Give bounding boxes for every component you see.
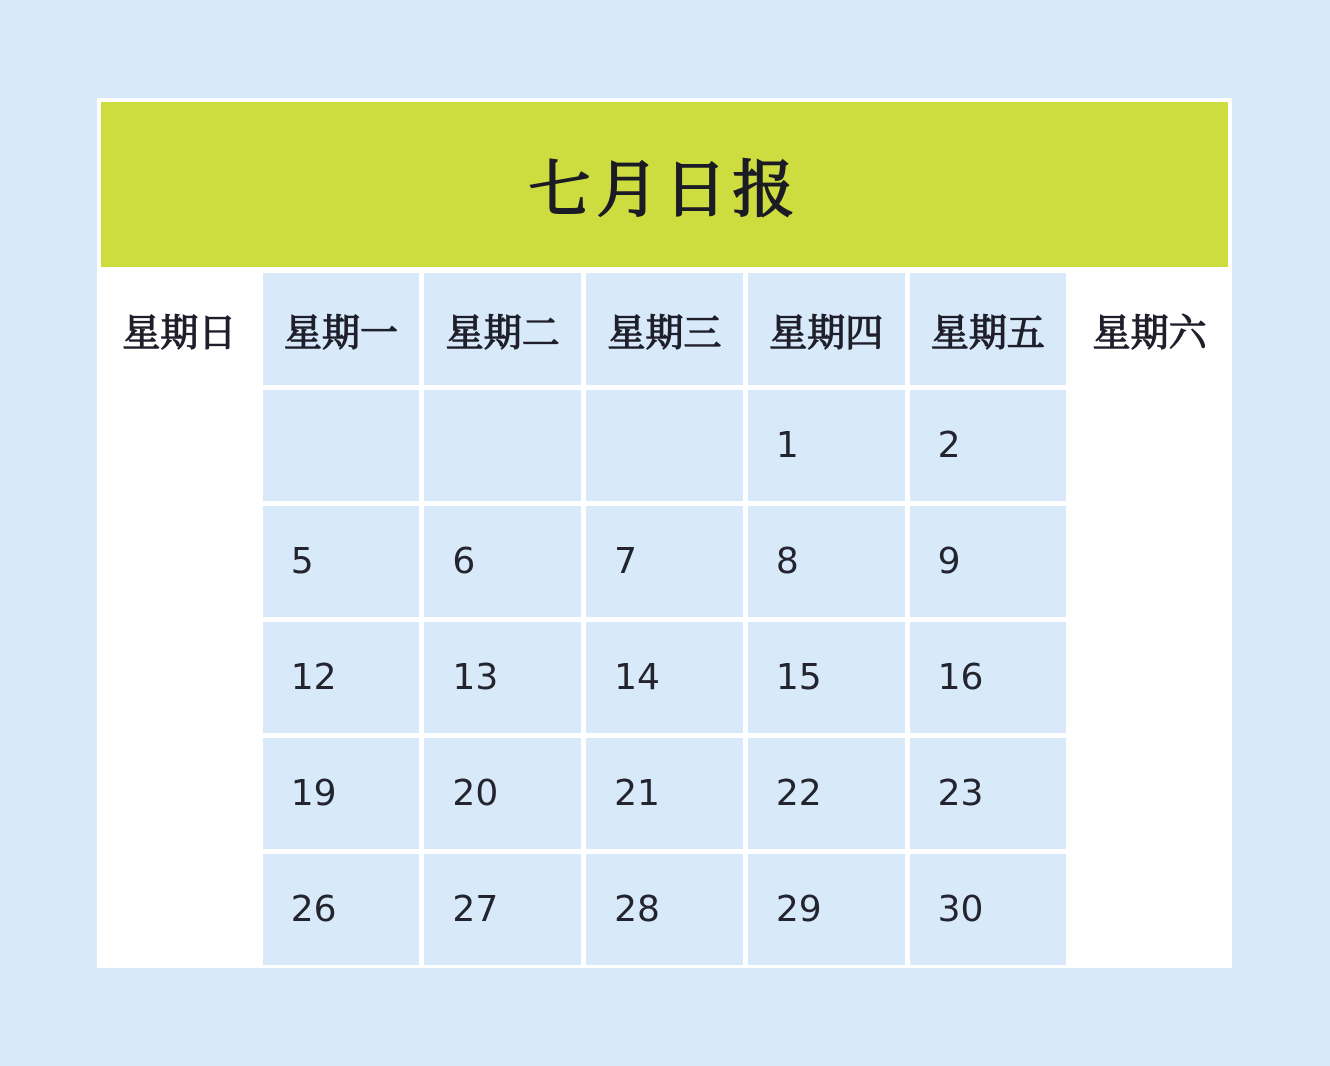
day-number: 12 [290,657,337,698]
weekday-label: 星期四 [769,310,884,355]
day-number: 7 [614,541,638,582]
weekday-label: 星期六 [1092,310,1207,355]
weekday-label: 星期二 [445,310,560,355]
day-number: 5 [290,541,314,582]
day-cell[interactable] [263,506,420,617]
weekday-header-4 [748,273,905,385]
empty-weekend-cell [101,854,258,965]
day-number: 27 [452,889,499,930]
day-cell[interactable] [910,854,1067,965]
weekday-header-2 [424,273,581,385]
day-cell[interactable] [586,738,743,849]
day-number: 30 [937,889,984,930]
day-cell[interactable] [263,854,420,965]
calendar-grid [101,273,1228,965]
empty-weekend-cell [1071,622,1228,733]
weekday-header-3 [586,273,743,385]
day-cell[interactable] [263,390,420,501]
day-number: 19 [290,773,337,814]
day-number: 15 [775,657,822,698]
day-cell[interactable] [263,622,420,733]
day-number: 6 [452,541,476,582]
day-number: 20 [452,773,499,814]
weekday-label: 星期三 [607,310,722,355]
weekday-header-1 [263,273,420,385]
day-cell[interactable] [910,738,1067,849]
empty-weekend-cell [1071,854,1228,965]
empty-weekend-cell [101,390,258,501]
day-cell[interactable] [910,390,1067,501]
day-cell[interactable] [424,390,581,501]
day-cell[interactable] [748,622,905,733]
empty-weekend-cell [101,506,258,617]
day-number: 2 [937,425,961,466]
day-cell[interactable] [748,506,905,617]
empty-weekend-cell [1071,506,1228,617]
day-number: 9 [937,541,961,582]
day-number: 28 [614,889,660,930]
day-number: 16 [937,657,984,698]
weekday-header-6 [1071,273,1228,385]
day-number: 22 [775,773,822,814]
day-cell[interactable] [586,506,743,617]
calendar-title-banner [101,102,1228,267]
day-cell[interactable] [910,506,1067,617]
weekday-label: 星期一 [284,310,399,355]
day-cell[interactable] [586,854,743,965]
day-cell[interactable] [586,390,743,501]
day-cell[interactable] [748,390,905,501]
empty-weekend-cell [101,738,258,849]
day-number: 14 [614,657,660,698]
day-cell[interactable] [263,738,420,849]
empty-weekend-cell [1071,390,1228,501]
weekday-label: 星期五 [930,310,1045,355]
day-number: 21 [614,773,660,814]
day-number: 1 [775,425,799,466]
day-number: 23 [937,773,984,814]
calendar-card [97,98,1232,968]
day-number: 26 [290,889,337,930]
day-number: 13 [452,657,499,698]
day-cell[interactable] [748,738,905,849]
weekday-header-5 [910,273,1067,385]
day-cell[interactable] [424,506,581,617]
day-cell[interactable] [424,854,581,965]
day-cell[interactable] [586,622,743,733]
weekday-label: 星期日 [122,310,237,355]
empty-weekend-cell [1071,738,1228,849]
day-number: 8 [775,541,799,582]
day-cell[interactable] [748,854,905,965]
weekday-header-0 [101,273,258,385]
day-cell[interactable] [424,622,581,733]
day-cell[interactable] [424,738,581,849]
day-number: 29 [775,889,822,930]
empty-weekend-cell [101,622,258,733]
calendar-title: 七月日报 [528,153,801,226]
day-cell[interactable] [910,622,1067,733]
